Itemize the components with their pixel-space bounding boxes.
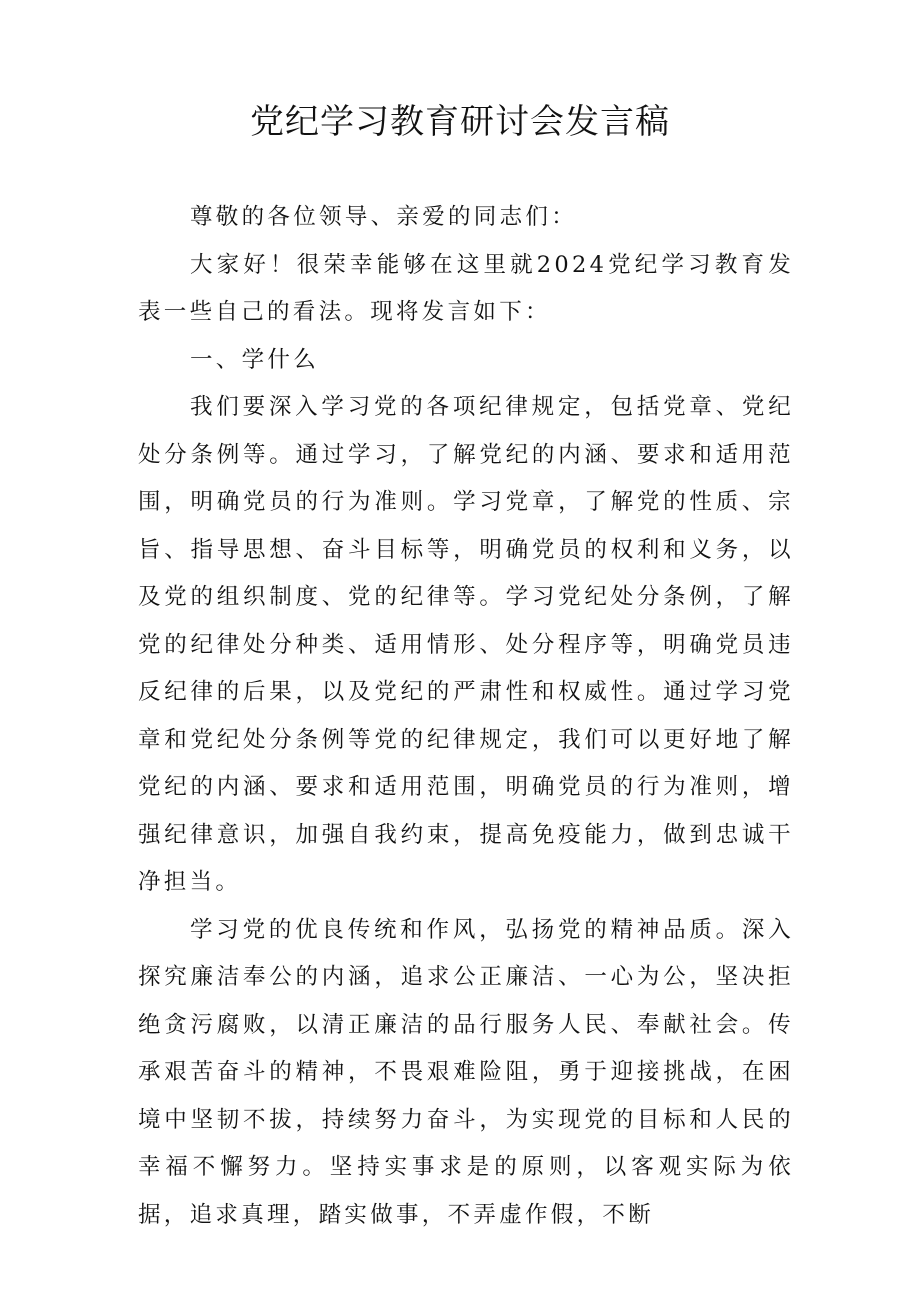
body-paragraph: 学习党的优良传统和作风，弘扬党的精神品质。深入探究廉洁奉公的内涵，追求公正廉洁、一心为公，坚决拒绝贪污腐败，以清正廉洁的品行服务人民、奉献社会。传承艰苦奋斗的精神，不畏艰难险阻，勇于迎接挑战，在困境中坚韧不拔，持续努力奋斗，为实现党的目标和人民的幸福不懈努力。坚持实事求是的原则，以客观实际为依据，追求真理，踏实做事，不弄虚作假，不断 xyxy=(138,916,794,1228)
document-title: 党纪学习教育研讨会发言稿 xyxy=(250,102,670,142)
salutation-paragraph: 尊敬的各位领导、亲爱的同志们： xyxy=(190,204,578,230)
body-paragraph: 我们要深入学习党的各项纪律规定，包括党章、党纪处分条例等。通过学习，了解党纪的内涵、要求和适用范围，明确党员的行为准则。学习党章，了解党的性质、宗旨、指导思想、奋斗目标等，明确党员的权利和义务，以及党的组织制度、党的纪律等。学习党纪处分条例，了解党的纪律处分种类、适用情形、处分程序等，明确党员违反纪律的后果，以及党纪的严肃性和权威性。通过学习党章和党纪处分条例等党的纪律规定，我们可以更好地了解党纪的内涵、要求和适用范围，明确党员的行为准则，增强纪律意识，加强自我约束，提高免疫能力，做到忠诚干净担当。 xyxy=(138,394,794,895)
greeting-paragraph: 大家好！很荣幸能够在这里就2024党纪学习教育发表一些自己的看法。现将发言如下： xyxy=(138,251,794,325)
document-body xyxy=(138,194,794,1239)
section-heading: 一、学什么 xyxy=(190,346,320,373)
